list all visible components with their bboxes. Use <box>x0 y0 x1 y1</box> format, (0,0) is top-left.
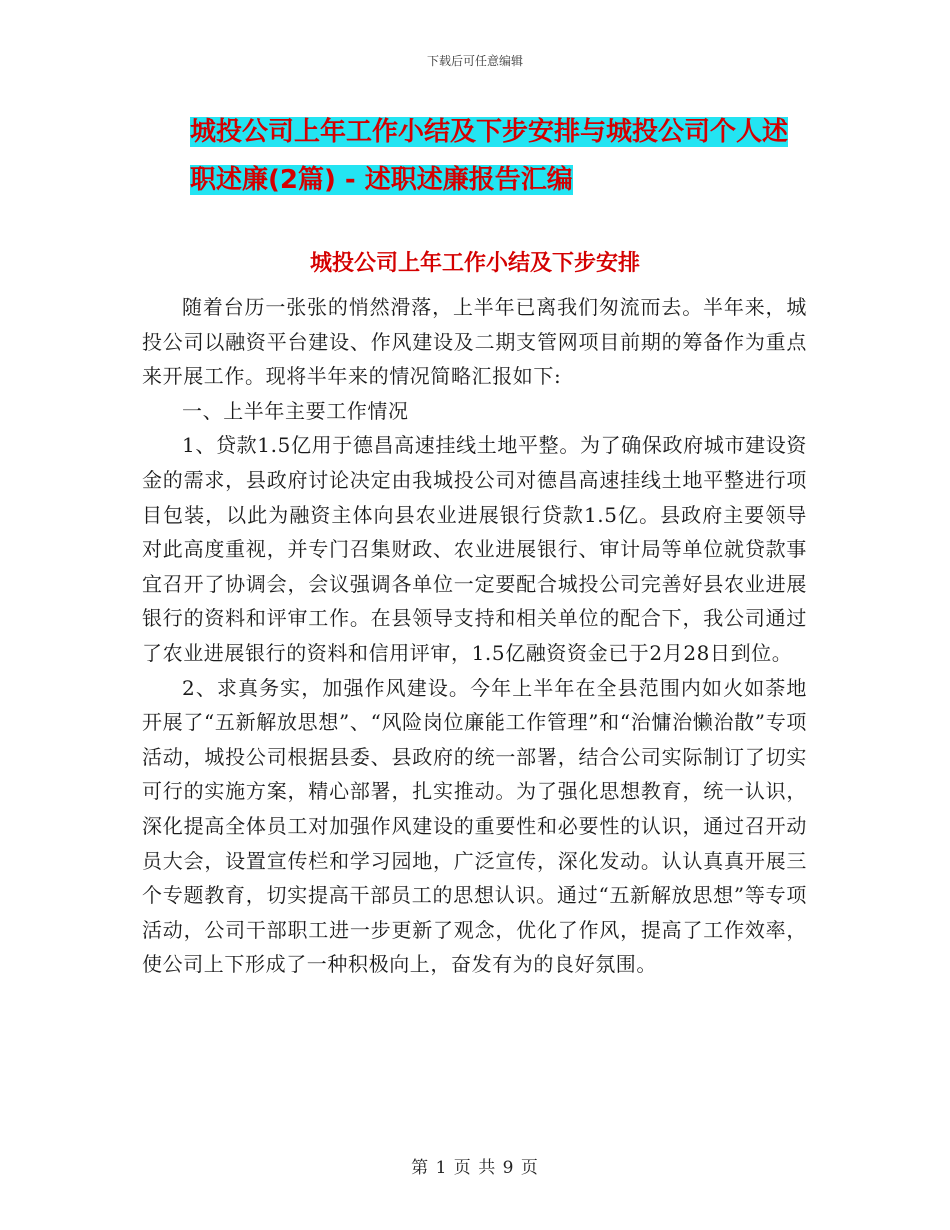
paragraph: 1、贷款1.5亿用于德昌高速挂线土地平整。为了确保政府城市建设资金的需求，县政府讨论决定由我城投公司对德昌高速挂线土地平整进行项目包装，以此为融资主体向县农业进展银行贷款1.5亿。县政府主要领导对此高度重视，并专门召集财政、农业进展银行、审计局等单位就贷款事宜召开了协调会，会议强调各单位一定要配合城投公司完善好县农业进展银行的资料和评审工作。在县领导支持和相关单位的配合下，我公司通过了农业进展银行的资料和信用评审，1.5亿融资资金已于2月28日到位。 <box>142 433 807 665</box>
document-title-line-1: 城投公司上年工作小结及下步安排与城投公司个人述 <box>190 117 789 147</box>
paragraph: 一、上半年主要工作情况 <box>182 398 409 423</box>
header-note: 下载后可任意编辑 <box>426 54 523 68</box>
paragraph: 2、求真务实，加强作风建设。今年上半年在全县范围内如火如荼地开展了“五新解放思想”、“风险岗位廉能工作管理”和“治慵治懒治散”专项活动，城投公司根据县委、县政府的统一部署，结合公司实际制订了切实可行的实施方案，精心部署，扎实推动。为了强化思想教育，统一认识，深化提高全体员工对加强作风建设的重要性和必要性的认识，通过召开动员大会，设置宣传栏和学习园地，广泛宣传，深化发动。认认真真开展三个专题教育，切实提高干部员工的思想认识。通过“五新解放思想”等专项活动，公司干部职工进一步更新了观念，优化了作风，提高了工作效率，使公司上下形成了一种积极向上，奋发有为的良好氛围。 <box>142 675 807 977</box>
section-title: 城投公司上年工作小结及下步安排 <box>309 251 640 276</box>
document-body <box>142 290 807 982</box>
page-number-footer: 第 1 页 共 9 页 <box>411 1158 539 1178</box>
document-title-line-2: 职述廉(2篇) - 述职述廉报告汇编 <box>190 165 573 195</box>
document-title <box>190 108 810 204</box>
paragraph: 随着台历一张张的悄然滑落，上半年已离我们匆流而去。半年来，城投公司以融资平台建设、作风建设及二期支管网项目前期的筹备作为重点来开展工作。现将半年来的情况简略汇报如下: <box>142 295 807 389</box>
